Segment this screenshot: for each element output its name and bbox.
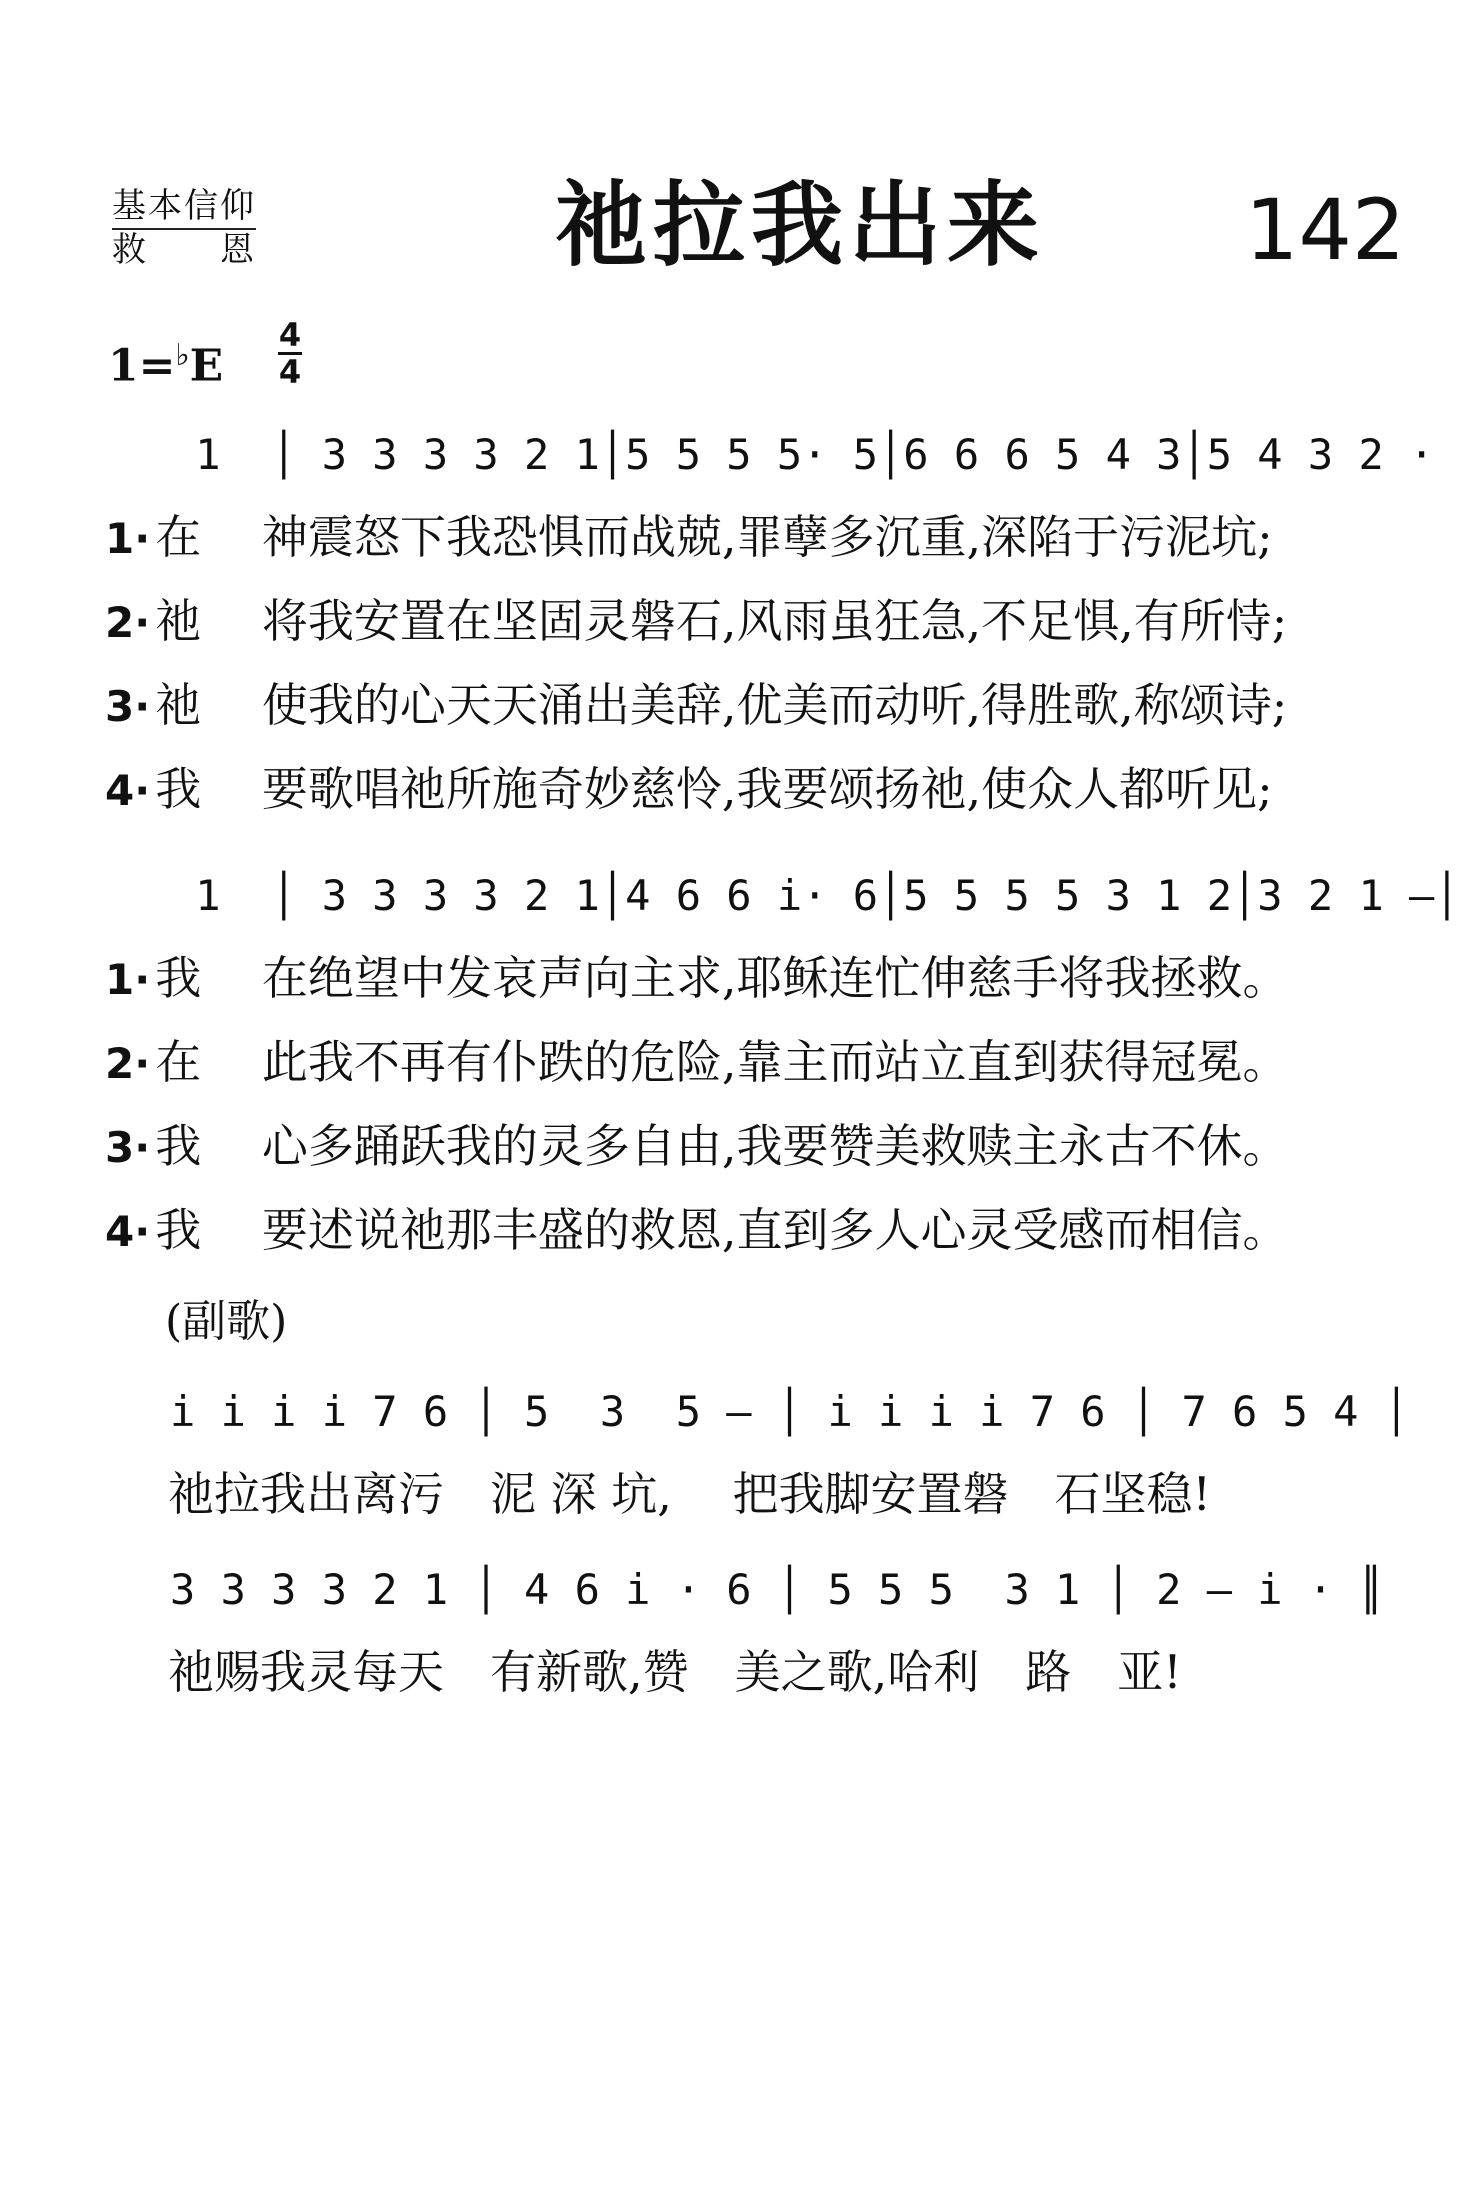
- verse2-notes: 1 │ 3 3 3 3 2 1│4 6 6 i· 6│5 5 5 5 3 1 2│3 2 1 –│: [170, 871, 1460, 920]
- verse-number: 2·: [105, 598, 151, 647]
- lyric-line: [105, 1200, 1289, 1262]
- lyric-text: 我 在绝望中发哀声向主求,耶稣连忙伸慈手将我拯救。: [155, 951, 1289, 1005]
- verse1-notes: 1 │ 3 3 3 3 2 1│5 5 5 5· 5│6 6 6 5 4 3│5 4 3 2 ·: [170, 430, 1435, 479]
- verse-number: 3·: [105, 1123, 151, 1172]
- category-label: [112, 186, 256, 270]
- verse-number: 1·: [105, 955, 151, 1004]
- lyric-line: [105, 948, 1289, 1010]
- lyric-line: [105, 675, 1287, 737]
- key-signature: [108, 328, 223, 395]
- hymn-title: 祂拉我出来: [555, 171, 1046, 279]
- chorus-line2-lyrics: 祂赐我灵每天 有新歌,赞 美之歌,哈利 路 亚!: [168, 1645, 1182, 1699]
- verse-number: 1·: [105, 514, 151, 563]
- lyric-text: 在 神震怒下我恐惧而战兢,罪孽多沉重,深陷于污泥坑;: [155, 510, 1273, 564]
- lyric-line: [105, 507, 1273, 569]
- lyric-line: [105, 1116, 1289, 1178]
- time-bottom: 4: [278, 353, 302, 391]
- lyric-line: [105, 759, 1273, 821]
- flat-symbol: ♭: [175, 338, 190, 373]
- verse-number: 4·: [105, 766, 151, 815]
- time-top: 4: [278, 316, 302, 354]
- lyric-text: 我 要述说祂那丰盛的救恩,直到多人心灵受感而相信。: [155, 1203, 1289, 1257]
- chorus-label: (副歌): [165, 1296, 288, 1347]
- lyric-text: 祂 使我的心天天涌出美辞,优美而动听,得胜歌,称颂诗;: [155, 678, 1288, 732]
- lyric-text: 在 此我不再有仆跌的危险,靠主而站立直到获得冠冕。: [155, 1035, 1289, 1089]
- category-line2: 救 恩: [112, 230, 256, 270]
- lyric-line: [105, 591, 1287, 653]
- chorus-line1-notes: i i i i 7 6 │ 5 3 5 – │ i i i i 7 6 │ 7 6 5 4 │: [170, 1387, 1410, 1436]
- verse-number: 3·: [105, 682, 151, 731]
- lyric-text: 我 心多踊跃我的灵多自由,我要赞美救赎主永古不休。: [155, 1119, 1289, 1173]
- verse-number: 4·: [105, 1207, 151, 1256]
- time-signature: [278, 318, 302, 389]
- hymn-number: 142: [1245, 181, 1406, 279]
- lyric-text: 我 要歌唱祂所施奇妙慈怜,我要颂扬祂,使众人都听见;: [155, 762, 1273, 816]
- lyric-line: [105, 1032, 1289, 1094]
- key-prefix: 1=: [108, 340, 176, 392]
- chorus-line2-notes: 3 3 3 3 2 1 │ 4 6 i · 6 │ 5 5 5 3 1 │ 2 – i · ║: [170, 1565, 1384, 1614]
- verse-number: 2·: [105, 1039, 151, 1088]
- key-letter: E: [189, 340, 224, 392]
- category-line1: 基本信仰: [112, 186, 256, 230]
- lyric-text: 祂 将我安置在坚固灵磐石,风雨虽狂急,不足惧,有所恃;: [155, 594, 1288, 648]
- chorus-line1-lyrics: 祂拉我出离污 泥 深 坑, 把我脚安置磐 石坚稳!: [168, 1467, 1211, 1521]
